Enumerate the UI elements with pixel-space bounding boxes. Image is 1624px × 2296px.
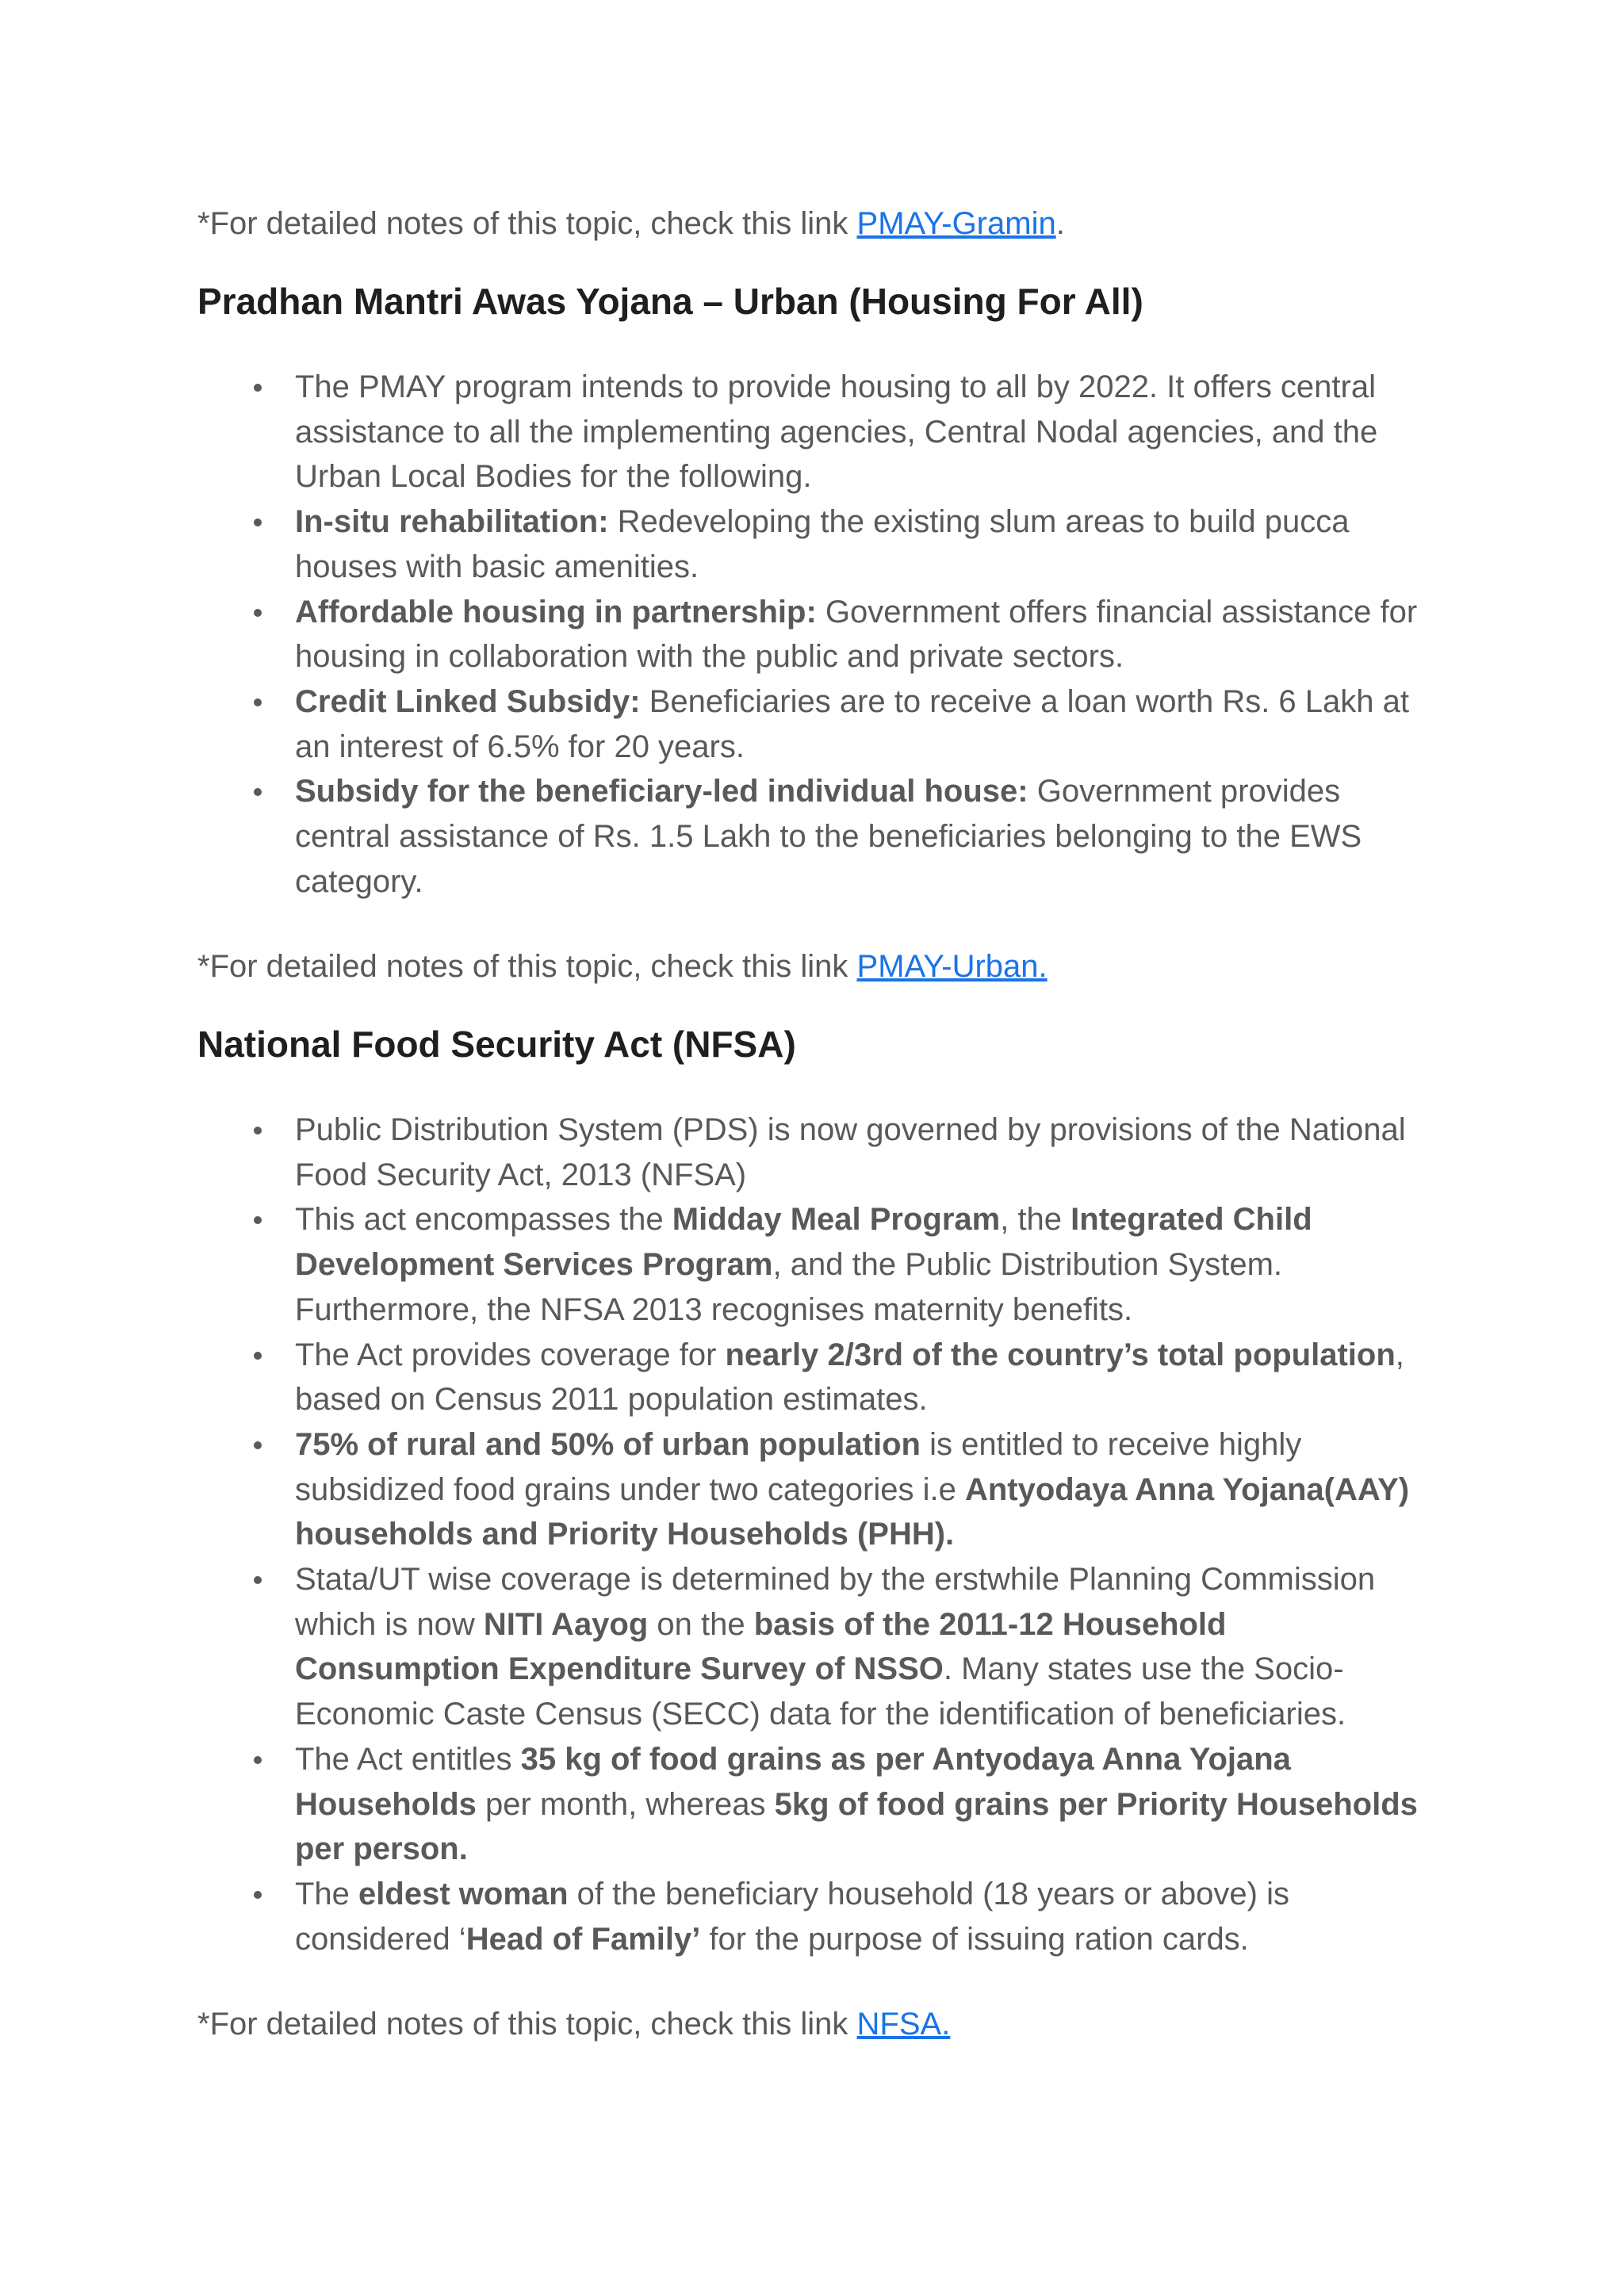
list-item <box>295 590 1421 679</box>
bullet-text: on the <box>648 1606 754 1642</box>
note-suffix: . <box>1055 206 1065 241</box>
heading-nfsa: National Food Security Act (NFSA) <box>197 1024 796 1065</box>
list-item <box>295 1557 1421 1737</box>
bullet-bold: basis of the 2011-12 Household Consumption Expenditure Survey of NSSO <box>295 1606 1227 1687</box>
bullet-bold: 75% of rural and 50% of urban population <box>295 1426 921 1462</box>
list-item <box>295 769 1421 904</box>
bullet-bold: Midday Meal Program <box>672 1202 1001 1238</box>
bullet-text: Stata/UT wise coverage is determined by the erstwhile Planning Commission which is now <box>295 1562 1376 1642</box>
heading-pmay-urban: Pradhan Mantri Awas Yojana – Urban (Housing For All) <box>197 281 1143 322</box>
bullet-text: Redeveloping the existing slum areas to build pucca houses with basic amenities. <box>295 504 1350 584</box>
bullet-bold: Subsidy for the beneficiary-led individual house: <box>295 774 1028 809</box>
bullet-bold: 35 kg of food grains as per Antyodaya Anna Yojana Households <box>295 1741 1291 1822</box>
bullet-text: Government provides central assistance of Rs. 1.5 Lakh to the beneficiaries belonging to the EWS category. <box>295 774 1362 899</box>
list-item <box>295 1197 1421 1332</box>
bullet-text: per month, whereas <box>476 1786 775 1822</box>
nfsa-list <box>295 1108 1421 1961</box>
bullet-text: This act encompasses the <box>295 1202 672 1238</box>
note-text: *For detailed notes of this topic, check this link <box>197 2007 857 2042</box>
note-text: *For detailed notes of this topic, check this link <box>197 206 857 241</box>
bullet-text: Public Distribution System (PDS) is now governed by provisions of the National Food Security Act, 2013 (NFSA) <box>295 1112 1406 1192</box>
note-nfsa <box>197 2002 950 2046</box>
link-nfsa[interactable]: NFSA. <box>856 2007 951 2042</box>
bullet-text: , the <box>1000 1202 1071 1238</box>
bullet-text: The <box>295 1876 359 1911</box>
bullet-bold: eldest woman <box>358 1876 569 1911</box>
pmay-urban-list <box>295 365 1421 904</box>
bullet-text: for the purpose of issuing ration cards. <box>700 1921 1249 1957</box>
note-pmay-urban <box>197 944 1048 989</box>
list-item <box>295 365 1421 499</box>
bullet-bold: Integrated Child Development Services Program <box>295 1202 1312 1283</box>
bullet-bold: Credit Linked Subsidy: <box>295 683 641 719</box>
list-item <box>295 1872 1421 1961</box>
bullet-text: The Act provides coverage for <box>295 1337 726 1372</box>
bullet-text: . Many states use the Socio-Economic Caste Census (SECC) data for the identification of beneficiaries. <box>295 1651 1346 1732</box>
bullet-bold: Antyodaya Anna Yojana(AAY) households and Priority Households (PHH). <box>295 1471 1410 1552</box>
bullet-bold: Head of Family’ <box>465 1921 701 1957</box>
bullet-text: Government offers financial assistance for housing in collaboration with the public and private sectors. <box>295 594 1418 675</box>
link-pmay-gramin[interactable]: PMAY-Gramin <box>856 206 1056 241</box>
list-item <box>295 1422 1421 1557</box>
bullet-text: , based on Census 2011 population estimates. <box>295 1337 1404 1418</box>
bullet-text: , and the Public Distribution System. Furthermore, the NFSA 2013 recognises maternity benefits. <box>295 1247 1283 1327</box>
list-item <box>295 679 1421 769</box>
list-item <box>295 1333 1421 1422</box>
list-item <box>295 1108 1421 1197</box>
bullet-text: The Act entitles <box>295 1741 521 1777</box>
note-pmay-gramin <box>197 201 1065 246</box>
link-pmay-urban[interactable]: PMAY-Urban. <box>856 949 1048 984</box>
bullet-text: Beneficiaries are to receive a loan worth Rs. 6 Lakh at an interest of 6.5% for 20 years. <box>295 683 1410 764</box>
note-text: *For detailed notes of this topic, check this link <box>197 949 857 984</box>
bullet-text: is entitled to receive highly subsidized food grains under two categories i.e <box>295 1426 1302 1507</box>
list-item <box>295 499 1421 589</box>
bullet-text: of the beneficiary household (18 years or above) is considered ‘ <box>295 1876 1289 1957</box>
list-item <box>295 1737 1421 1872</box>
bullet-text: The PMAY program intends to provide housing to all by 2022. It offers central assistance to all the implementing agencies, Central Nodal agencies, and the Urban Local Bodies for the following. <box>295 369 1378 495</box>
bullet-bold: nearly 2/3rd of the country’s total population <box>725 1337 1396 1372</box>
bullet-bold: In-situ rehabilitation: <box>295 504 609 540</box>
bullet-bold: NITI Aayog <box>483 1606 649 1642</box>
bullet-bold: Affordable housing in partnership: <box>295 594 817 629</box>
bullet-bold: 5kg of food grains per Priority Households per person. <box>295 1786 1418 1867</box>
